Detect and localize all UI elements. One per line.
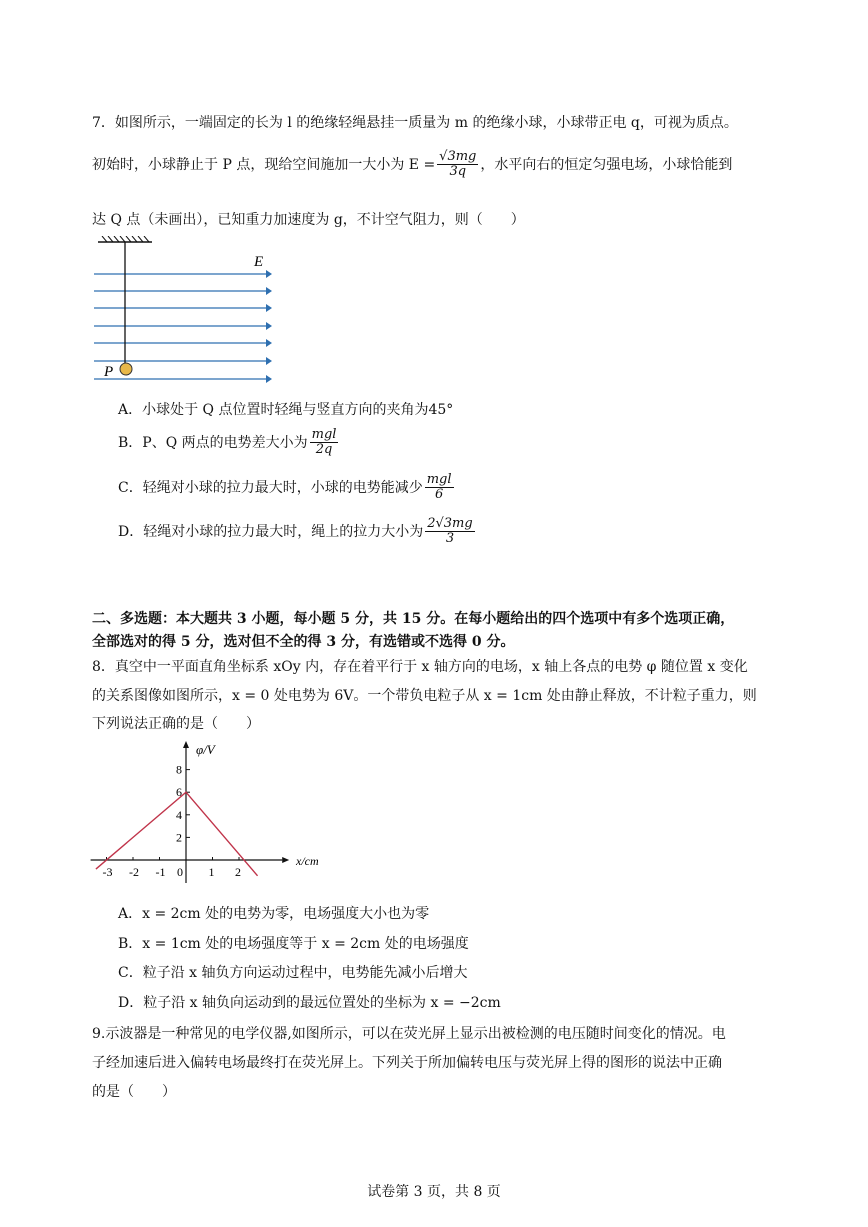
page-footer: 试卷第 3 页，共 8 页 <box>367 1184 501 1200</box>
section2-line1: 二、多选题：本大题共 3 小题，每小题 5 分，共 15 分。在每小题给出的四个选项中有多个选项正确， <box>92 611 735 627</box>
q7-line1: 7．如图所示，一端固定的长为 l 的绝缘轻绳悬挂一质量为 m 的绝缘小球，小球带正电 q，可视为质点。 <box>92 115 738 131</box>
q7-line2-post: ，水平向右的恒定匀强电场，小球恰能到 <box>480 156 733 173</box>
x-tick-label: 1 <box>208 865 215 879</box>
q7-line3: 达 Q 点（未画出），已知重力加速度为 g，不计空气阻力，则（ ） <box>92 212 525 228</box>
q7-option-c-fraction: $\frac{\text{mgl}}{6}$ <box>426 472 452 503</box>
point-p-label: P <box>104 364 114 380</box>
x-tick-label: 0 <box>177 865 183 879</box>
q8-line2: 的关系图像如图所示，x = 0 处电势为 6V。一个带负电粒子从 x = 1cm 处由静止释放，不计粒子重力，则 <box>92 688 757 704</box>
ceiling-hatch <box>98 236 152 242</box>
q7-option-b <box>118 428 340 458</box>
q9-line3: 的是（ ） <box>92 1084 176 1100</box>
q7-line2-pre: 初始时，小球静止于 P 点，现给空间施加一大小为 E = <box>92 156 436 173</box>
q8-line3: 下列说法正确的是（ ） <box>92 716 260 732</box>
q9-line2: 子经加速后进入偏转电场最终打在荧光屏上。下列关于所加偏转电压与荧光屏上得的图形的说法中正确 <box>92 1055 722 1071</box>
field-arrowhead-icon <box>266 357 272 365</box>
q7-option-d-text: D．轻绳对小球的拉力最大时，绳上的拉力大小为 <box>118 523 424 540</box>
q7-option-b-fraction: $\frac{\text{mgl}}{2q}$ <box>311 427 337 458</box>
x-tick-label: -2 <box>129 865 139 879</box>
x-tick-label: -1 <box>155 865 166 879</box>
q8-option-b: B．x = 1cm 处的电场强度等于 x = 2cm 处的电场强度 <box>118 936 469 952</box>
x-tick-label: -3 <box>102 865 113 879</box>
x-tick-label: 2 <box>235 865 241 879</box>
q8-option-a: A．x = 2cm 处的电势为零，电场强度大小也为零 <box>118 906 430 922</box>
chart-ticks <box>103 763 242 879</box>
q7-option-c-text: C．轻绳对小球的拉力最大时，小球的电势能减少 <box>118 479 423 496</box>
field-arrowhead-icon <box>266 287 272 295</box>
y-tick-label: 8 <box>176 762 182 777</box>
charged-ball <box>120 363 132 375</box>
q7-option-b-text: B．P、Q 两点的电势差大小为 <box>118 434 308 451</box>
x-axis-arrow-icon <box>282 857 289 863</box>
q8-line1: 8．真空中一平面直角坐标系 xOy 内，存在着平行于 x 轴方向的电场，x 轴上各点的电势 φ 随位置 x 变化 <box>92 659 748 675</box>
y-tick-label: 2 <box>176 830 182 845</box>
field-fraction: $\frac{√3mg}{3q}$ <box>439 149 477 180</box>
potential-chart <box>88 738 338 888</box>
field-arrowhead-icon <box>266 304 272 312</box>
q7-figure <box>90 236 280 386</box>
q7-option-d <box>118 517 477 547</box>
x-axis-label: x/cm <box>296 854 319 868</box>
q9-line1: 9.示波器是一种常见的电学仪器,如图所示，可以在荧光屏上显示出被检测的电压随时间变化的情况。电 <box>92 1026 726 1042</box>
field-arrowhead-icon <box>266 270 272 278</box>
y-tick-label: 6 <box>176 785 182 800</box>
q7-option-c <box>118 473 456 503</box>
chart-axes <box>91 741 290 883</box>
q7-line2 <box>92 150 732 180</box>
y-axis-label: φ/V <box>196 742 215 757</box>
field-arrowhead-icon <box>266 375 272 383</box>
field-arrowhead-icon <box>266 322 272 330</box>
y-tick-label: 4 <box>176 807 182 822</box>
q7-option-a: A．小球处于 Q 点位置时轻绳与竖直方向的夹角为45° <box>118 402 454 418</box>
section2-line2: 全部选对的得 5 分，选对但不全的得 3 分，有选错或不选得 0 分。 <box>92 634 515 650</box>
field-arrowhead-icon <box>266 339 272 347</box>
q8-option-c: C．粒子沿 x 轴负方向运动过程中，电势能先减小后增大 <box>118 965 468 981</box>
field-label: E <box>254 254 264 270</box>
y-axis-arrow-icon <box>183 741 189 748</box>
q7-option-d-fraction: $\frac{2√3mg}{3}$ <box>427 516 473 547</box>
q8-option-d: D．粒子沿 x 轴负向运动到的最远位置处的坐标为 x = −2cm <box>118 995 501 1011</box>
